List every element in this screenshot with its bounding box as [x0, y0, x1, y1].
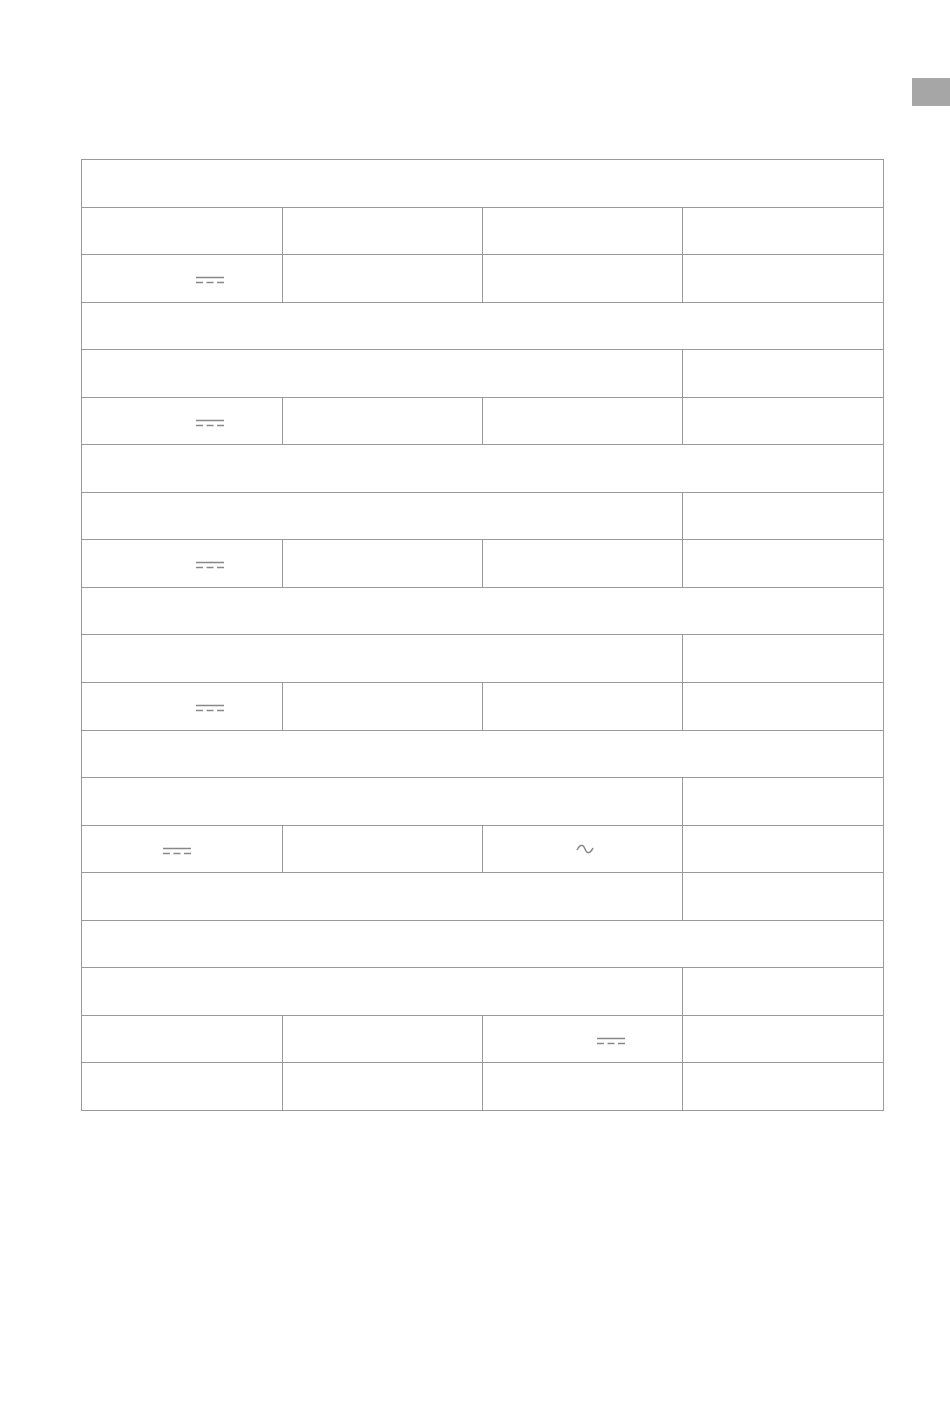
table-row [82, 445, 884, 493]
section-header-cell [82, 920, 884, 968]
dc-current-icon [196, 419, 224, 427]
table-cell [683, 873, 884, 921]
table-row [82, 492, 884, 540]
table-cell [82, 635, 683, 683]
table-cell [283, 540, 483, 588]
dc-current-icon [196, 704, 224, 712]
specifications-table [81, 159, 884, 1111]
table-cell [683, 350, 884, 398]
table-cell [683, 683, 884, 731]
table-row [82, 635, 884, 683]
table-row [82, 397, 884, 445]
table-cell [82, 492, 683, 540]
table-cell [82, 968, 683, 1016]
table-cell [683, 1063, 884, 1111]
table-cell [82, 350, 683, 398]
section-header-cell [82, 730, 884, 778]
table-row [82, 778, 884, 826]
table-row [82, 825, 884, 873]
table-row [82, 160, 884, 208]
table-cell [483, 683, 683, 731]
table-cell [283, 825, 483, 873]
table-cell [483, 825, 683, 873]
table-cell [483, 207, 683, 255]
table-cell [683, 1015, 884, 1063]
table-cell [283, 683, 483, 731]
table-row [82, 920, 884, 968]
dc-current-icon [597, 1037, 625, 1045]
dc-current-icon [196, 276, 224, 284]
table-cell [483, 1015, 683, 1063]
table-cell [283, 255, 483, 303]
table-cell [82, 778, 683, 826]
table-row [82, 255, 884, 303]
table-cell [483, 397, 683, 445]
table-cell [683, 778, 884, 826]
table-cell [683, 540, 884, 588]
table-cell [82, 873, 683, 921]
table-cell [283, 1063, 483, 1111]
table-cell [683, 207, 884, 255]
table-cell [82, 683, 283, 731]
table-row [82, 873, 884, 921]
table-row [82, 968, 884, 1016]
table-row [82, 730, 884, 778]
table-row [82, 683, 884, 731]
section-header-cell [82, 160, 884, 208]
table-cell [483, 255, 683, 303]
table-cell [283, 207, 483, 255]
section-tab-marker [912, 78, 950, 106]
table-cell [483, 540, 683, 588]
table-cell [82, 1015, 283, 1063]
table-cell [82, 397, 283, 445]
table-cell [283, 1015, 483, 1063]
table-row [82, 587, 884, 635]
table-cell [82, 255, 283, 303]
table-cell [283, 397, 483, 445]
table-cell [683, 968, 884, 1016]
dc-current-icon [196, 561, 224, 569]
table-row [82, 302, 884, 350]
table-cell [683, 492, 884, 540]
table-cell [82, 540, 283, 588]
section-header-cell [82, 587, 884, 635]
table-cell [683, 397, 884, 445]
table-row [82, 540, 884, 588]
table-cell [82, 825, 283, 873]
dc-current-icon [163, 847, 191, 855]
table-cell [82, 207, 283, 255]
table-row [82, 207, 884, 255]
table-row [82, 1063, 884, 1111]
table-cell [82, 1063, 283, 1111]
table-cell [683, 255, 884, 303]
section-header-cell [82, 445, 884, 493]
table-cell [683, 825, 884, 873]
table-row [82, 1015, 884, 1063]
table-cell [683, 635, 884, 683]
ac-current-icon [576, 844, 594, 854]
section-header-cell [82, 302, 884, 350]
table-cell [483, 1063, 683, 1111]
table-row [82, 350, 884, 398]
